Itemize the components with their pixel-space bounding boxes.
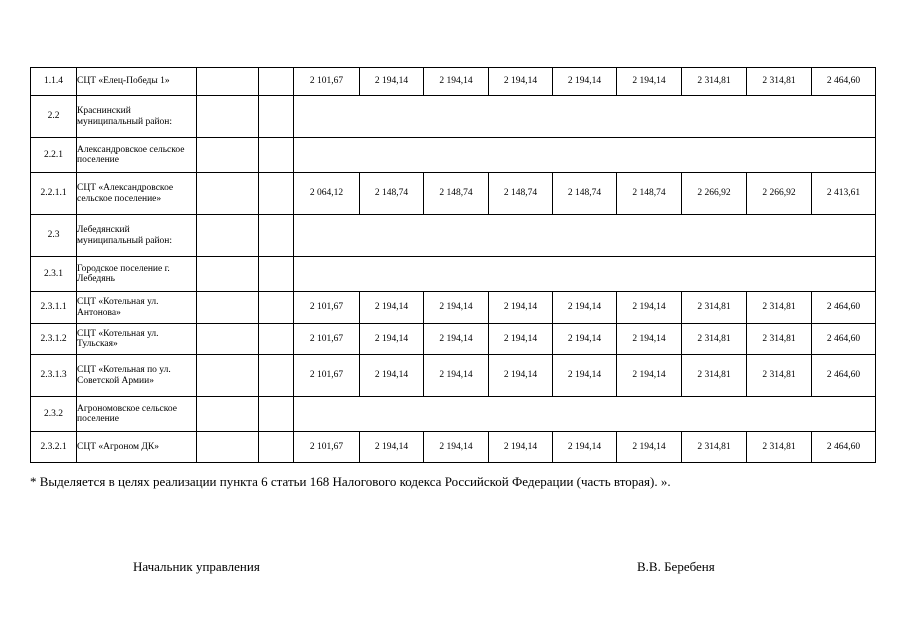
tariff-value-cell: 2 101,67: [294, 292, 360, 324]
row-number-cell: 2.3: [31, 215, 77, 257]
table-row: [31, 257, 876, 292]
table-body: [31, 68, 876, 463]
empty-cell: [197, 355, 259, 397]
tariff-value-cell: 2 194,14: [553, 292, 617, 324]
tariff-value-cell: 2 314,81: [747, 432, 812, 463]
row-name-cell: Краснинский муниципальный район:: [77, 96, 197, 138]
tariff-value-cell: 2 194,14: [424, 292, 489, 324]
tariff-value-cell: 2 314,81: [747, 68, 812, 96]
signatory-name: В.В. Беребеня: [637, 559, 715, 574]
tariff-value-cell: 2 194,14: [617, 355, 682, 397]
empty-cell: [197, 397, 259, 432]
signatory-title: Начальник управления: [133, 559, 260, 574]
tariff-value-cell: 2 194,14: [360, 292, 424, 324]
table-row: [31, 138, 876, 173]
tariff-value-cell: 2 148,74: [553, 173, 617, 215]
row-number-cell: 2.2.1.1: [31, 173, 77, 215]
tariff-value-cell: 2 314,81: [747, 292, 812, 324]
tariff-value-cell: 2 194,14: [489, 292, 553, 324]
table-row: [31, 292, 876, 324]
tariff-value-cell: 2 266,92: [747, 173, 812, 215]
row-number-cell: 2.3.1: [31, 257, 77, 292]
empty-cell: [197, 138, 259, 173]
tariff-value-cell: 2 464,60: [812, 68, 876, 96]
row-name-cell: СЦТ «Агроном ДК»: [77, 432, 197, 463]
tariff-value-cell: 2 464,60: [812, 292, 876, 324]
tariff-value-cell: 2 314,81: [682, 432, 747, 463]
tariff-value-cell: 2 194,14: [489, 324, 553, 355]
row-number-cell: 1.1.4: [31, 68, 77, 96]
tariff-value-cell: 2 194,14: [553, 68, 617, 96]
empty-cell: [197, 96, 259, 138]
row-number-cell: 2.3.1.3: [31, 355, 77, 397]
tariff-value-cell: 2 101,67: [294, 68, 360, 96]
row-name-cell: СЦТ «Котельная ул. Антонова»: [77, 292, 197, 324]
table-row: [31, 432, 876, 463]
tariff-value-cell: 2 194,14: [424, 355, 489, 397]
merged-empty-cell: [294, 138, 876, 173]
tariff-value-cell: 2 464,60: [812, 432, 876, 463]
row-name-cell: СЦТ «Котельная по ул. Советской Армии»: [77, 355, 197, 397]
tariff-value-cell: 2 194,14: [553, 324, 617, 355]
empty-cell: [197, 324, 259, 355]
empty-cell: [197, 432, 259, 463]
row-name-cell: Лебедянский муниципальный район:: [77, 215, 197, 257]
tariff-value-cell: 2 314,81: [747, 324, 812, 355]
tariff-value-cell: 2 314,81: [747, 355, 812, 397]
tariff-value-cell: 2 194,14: [360, 432, 424, 463]
tariff-value-cell: 2 064,12: [294, 173, 360, 215]
empty-cell: [259, 138, 294, 173]
tariff-value-cell: 2 314,81: [682, 324, 747, 355]
tariff-value-cell: 2 194,14: [617, 292, 682, 324]
empty-cell: [259, 355, 294, 397]
tariff-value-cell: 2 194,14: [489, 355, 553, 397]
tariff-value-cell: 2 148,74: [489, 173, 553, 215]
row-number-cell: 2.2.1: [31, 138, 77, 173]
tariff-value-cell: 2 148,74: [360, 173, 424, 215]
tariff-value-cell: 2 194,14: [489, 68, 553, 96]
row-name-cell: СЦТ «Александровское сельское поселение»: [77, 173, 197, 215]
tariff-value-cell: 2 148,74: [424, 173, 489, 215]
row-name-cell: СЦТ «Елец-Победы 1»: [77, 68, 197, 96]
tariff-value-cell: 2 194,14: [553, 355, 617, 397]
tariff-value-cell: 2 194,14: [553, 432, 617, 463]
tariff-value-cell: 2 194,14: [617, 432, 682, 463]
empty-cell: [259, 173, 294, 215]
table-row: [31, 215, 876, 257]
row-name-cell: Агрономовское сельское поселение: [77, 397, 197, 432]
table-row: [31, 173, 876, 215]
row-number-cell: 2.3.2: [31, 397, 77, 432]
tariff-value-cell: 2 194,14: [360, 68, 424, 96]
empty-cell: [197, 292, 259, 324]
tariff-value-cell: 2 194,14: [424, 68, 489, 96]
tariff-value-cell: 2 194,14: [617, 68, 682, 96]
table-row: [31, 68, 876, 96]
table-row: [31, 324, 876, 355]
merged-empty-cell: [294, 257, 876, 292]
empty-cell: [259, 257, 294, 292]
tariff-value-cell: 2 101,67: [294, 432, 360, 463]
tariff-value-cell: 2 194,14: [617, 324, 682, 355]
empty-cell: [197, 68, 259, 96]
empty-cell: [259, 215, 294, 257]
table-row: [31, 96, 876, 138]
tariff-value-cell: 2 413,61: [812, 173, 876, 215]
empty-cell: [259, 324, 294, 355]
table-row: [31, 355, 876, 397]
row-name-cell: Александровское сельское поселение: [77, 138, 197, 173]
empty-cell: [259, 397, 294, 432]
tariff-value-cell: 2 148,74: [617, 173, 682, 215]
tariff-value-cell: 2 314,81: [682, 292, 747, 324]
merged-empty-cell: [294, 215, 876, 257]
tariff-value-cell: 2 194,14: [424, 432, 489, 463]
tariff-value-cell: 2 464,60: [812, 355, 876, 397]
tariff-value-cell: 2 194,14: [360, 355, 424, 397]
empty-cell: [259, 292, 294, 324]
tariff-value-cell: 2 101,67: [294, 355, 360, 397]
row-number-cell: 2.3.1.2: [31, 324, 77, 355]
empty-cell: [259, 68, 294, 96]
row-number-cell: 2.2: [31, 96, 77, 138]
tariff-value-cell: 2 314,81: [682, 355, 747, 397]
empty-cell: [197, 173, 259, 215]
row-name-cell: СЦТ «Котельная ул. Тульская»: [77, 324, 197, 355]
tariff-value-cell: 2 101,67: [294, 324, 360, 355]
row-name-cell: Городское поселение г. Лебедянь: [77, 257, 197, 292]
empty-cell: [259, 96, 294, 138]
tariff-table: [30, 67, 876, 463]
merged-empty-cell: [294, 397, 876, 432]
merged-empty-cell: [294, 96, 876, 138]
tariff-value-cell: 2 194,14: [489, 432, 553, 463]
footnote: * Выделяется в целях реализации пункта 6 статьи 168 Налогового кодекса Российской Федерации (часть вторая). ».: [30, 474, 671, 489]
tariff-value-cell: 2 194,14: [360, 324, 424, 355]
empty-cell: [197, 257, 259, 292]
tariff-value-cell: 2 266,92: [682, 173, 747, 215]
tariff-value-cell: 2 464,60: [812, 324, 876, 355]
row-number-cell: 2.3.2.1: [31, 432, 77, 463]
row-number-cell: 2.3.1.1: [31, 292, 77, 324]
tariff-value-cell: 2 194,14: [424, 324, 489, 355]
empty-cell: [259, 432, 294, 463]
table-row: [31, 397, 876, 432]
empty-cell: [197, 215, 259, 257]
tariff-value-cell: 2 314,81: [682, 68, 747, 96]
